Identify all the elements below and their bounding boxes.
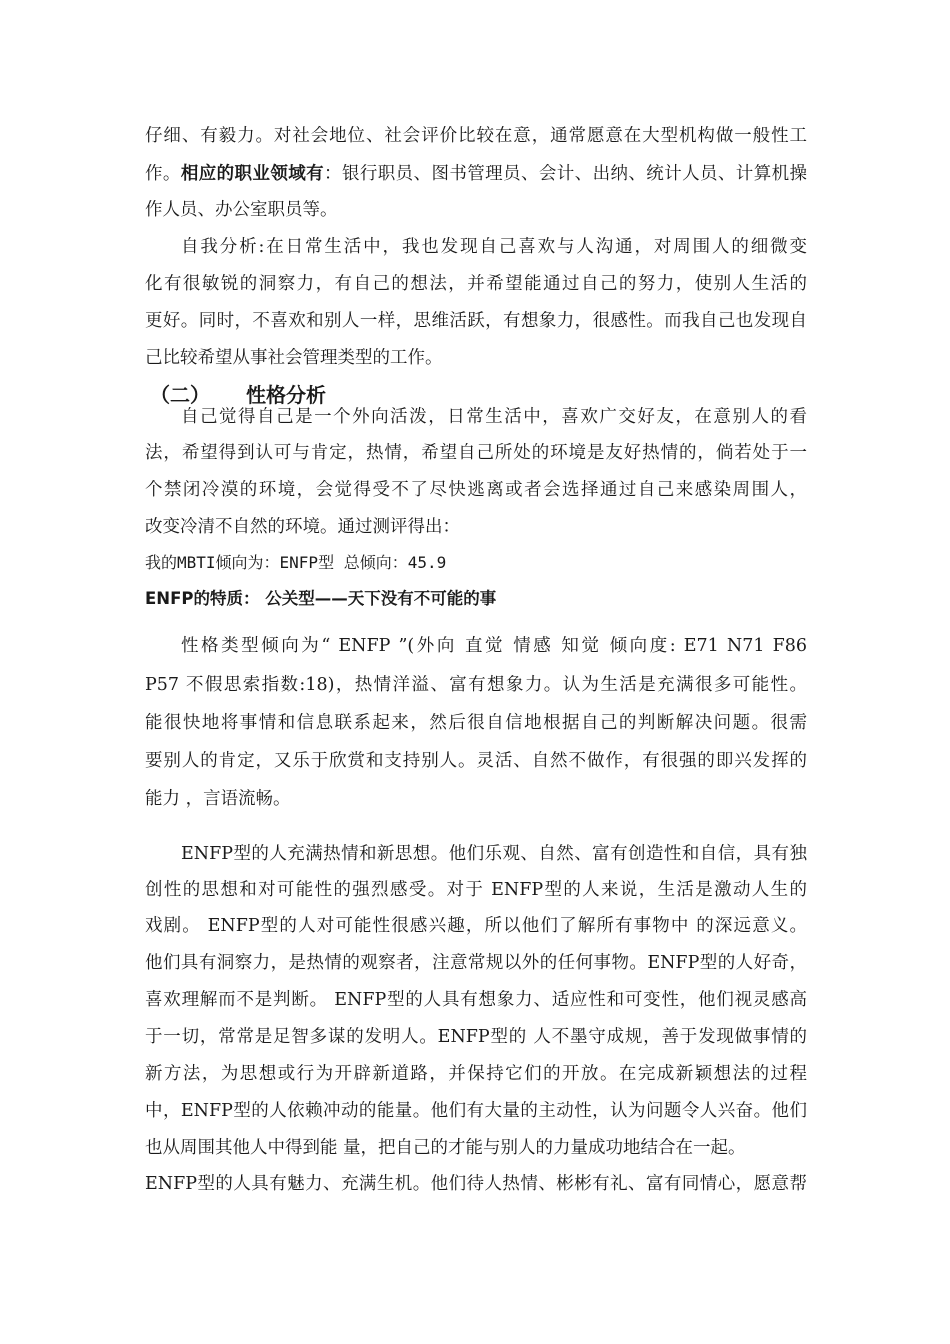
paragraph-4-line-1: 性格类型倾向为“ ENFP ”(外向 直觉 情感 知觉 倾向度: E71 N71 F86 [181,636,807,656]
paragraph-5-line-6: 于一切，常常是足智多谋的发明人。ENFP型的 人不墨守成规，善于发现做事情的 [145,1027,807,1047]
paragraph-1-line-3: 作人员、办公室职员等。 [145,200,338,220]
paragraph-5-line-10: ENFP型的人具有魅力、充满生机。他们待人热情、彬彬有礼、富有同情心，愿意帮 [145,1174,807,1194]
paragraph-5-line-3: 戏剧。 ENFP型的人对可能性很感兴趣，所以他们了解所有事物中 的深远意义。 [145,916,807,936]
paragraph-2-line-4: 己比较希望从事社会管理类型的工作。 [145,348,443,368]
paragraph-1-line-2-rest: ：银行职员、图书管理员、会计、出纳、统计人员、计算机操 [324,164,808,184]
mbti-result: 我的MBTI倾向为：ENFP型 总倾向：45.9 [145,553,447,572]
paragraph-3-line-2: 法，希望得到认可与肯定，热情，希望自己所处的环境是友好热情的，倘若处于一 [145,443,807,463]
paragraph-3-line-3: 个禁闭冷漠的环境，会觉得受不了尽快逃离或者会选择通过自己来感染周围人， [145,480,807,500]
section-title: 性格分析 [246,383,326,407]
paragraph-4-line-5: 能力 ，言语流畅。 [145,789,291,809]
paragraph-3-line-4: 改变冷清不自然的环境。通过测评得出： [145,517,460,537]
paragraph-2-line-3: 更好。同时，不喜欢和别人一样，思维活跃，有想象力，很感性。而我自己也发现自 [145,311,807,331]
paragraph-2-line-2: 化有很敏锐的洞察力，有自己的想法，并希望能通过自己的努力，使别人生活的 [145,274,807,294]
paragraph-5-line-5: 喜欢理解而不是判断。 ENFP型的人具有想象力、适应性和可变性，他们视灵感高 [145,990,807,1010]
paragraph-5-line-7: 新方法，为思想或行为开辟新道路，并保持它们的开放。在完成新颖想法的过程 [145,1064,807,1084]
paragraph-4-line-4: 要别人的肯定，又乐于欣赏和支持别人。灵活、自然不做作，有很强的即兴发挥的 [145,751,807,771]
paragraph-3-line-1: 自己觉得自己是一个外向活泼，日常生活中，喜欢广交好友，在意别人的看 [181,407,807,427]
paragraph-2-line-1: 自我分析:在日常生活中，我也发现自己喜欢与人沟通，对周围人的细微变 [181,237,807,257]
paragraph-1-line-2 [145,162,807,186]
paragraph-5-line-8: 中，ENFP型的人依赖冲动的能量。他们有大量的主动性，认为问题令人兴奋。他们 [145,1101,807,1121]
paragraph-5-line-1: ENFP型的人充满热情和新思想。他们乐观、自然、富有创造性和自信，具有独 [181,844,807,864]
paragraph-1-line-2-prefix: 作。 [145,164,181,184]
enfp-traits-title: ENFP的特质： 公关型——天下没有不可能的事 [145,589,497,608]
section-number: （二） [150,383,210,407]
paragraph-5-line-4: 他们具有洞察力，是热情的观察者，注意常规以外的任何事物。ENFP型的人好奇， [145,953,807,973]
paragraph-4-line-3: 能很快地将事情和信息联系起来，然后很自信地根据自己的判断解决问题。很需 [145,713,807,733]
career-fields-label: 相应的职业领域有 [180,164,325,184]
paragraph-4-line-2: P57 不假思索指数:18)，热情洋溢、富有想象力。认为生活是充满很多可能性。 [145,675,807,695]
paragraph-5-line-9: 也从周围其他人中得到能 量，把自己的才能与别人的力量成功地结合在一起。 [145,1138,746,1158]
paragraph-1-line-1: 仔细、有毅力。对社会地位、社会评价比较在意，通常愿意在大型机构做一般性工 [145,126,807,146]
paragraph-5-line-2: 创性的思想和对可能性的强烈感受。对于 ENFP型的人来说，生活是激动人生的 [145,880,807,900]
